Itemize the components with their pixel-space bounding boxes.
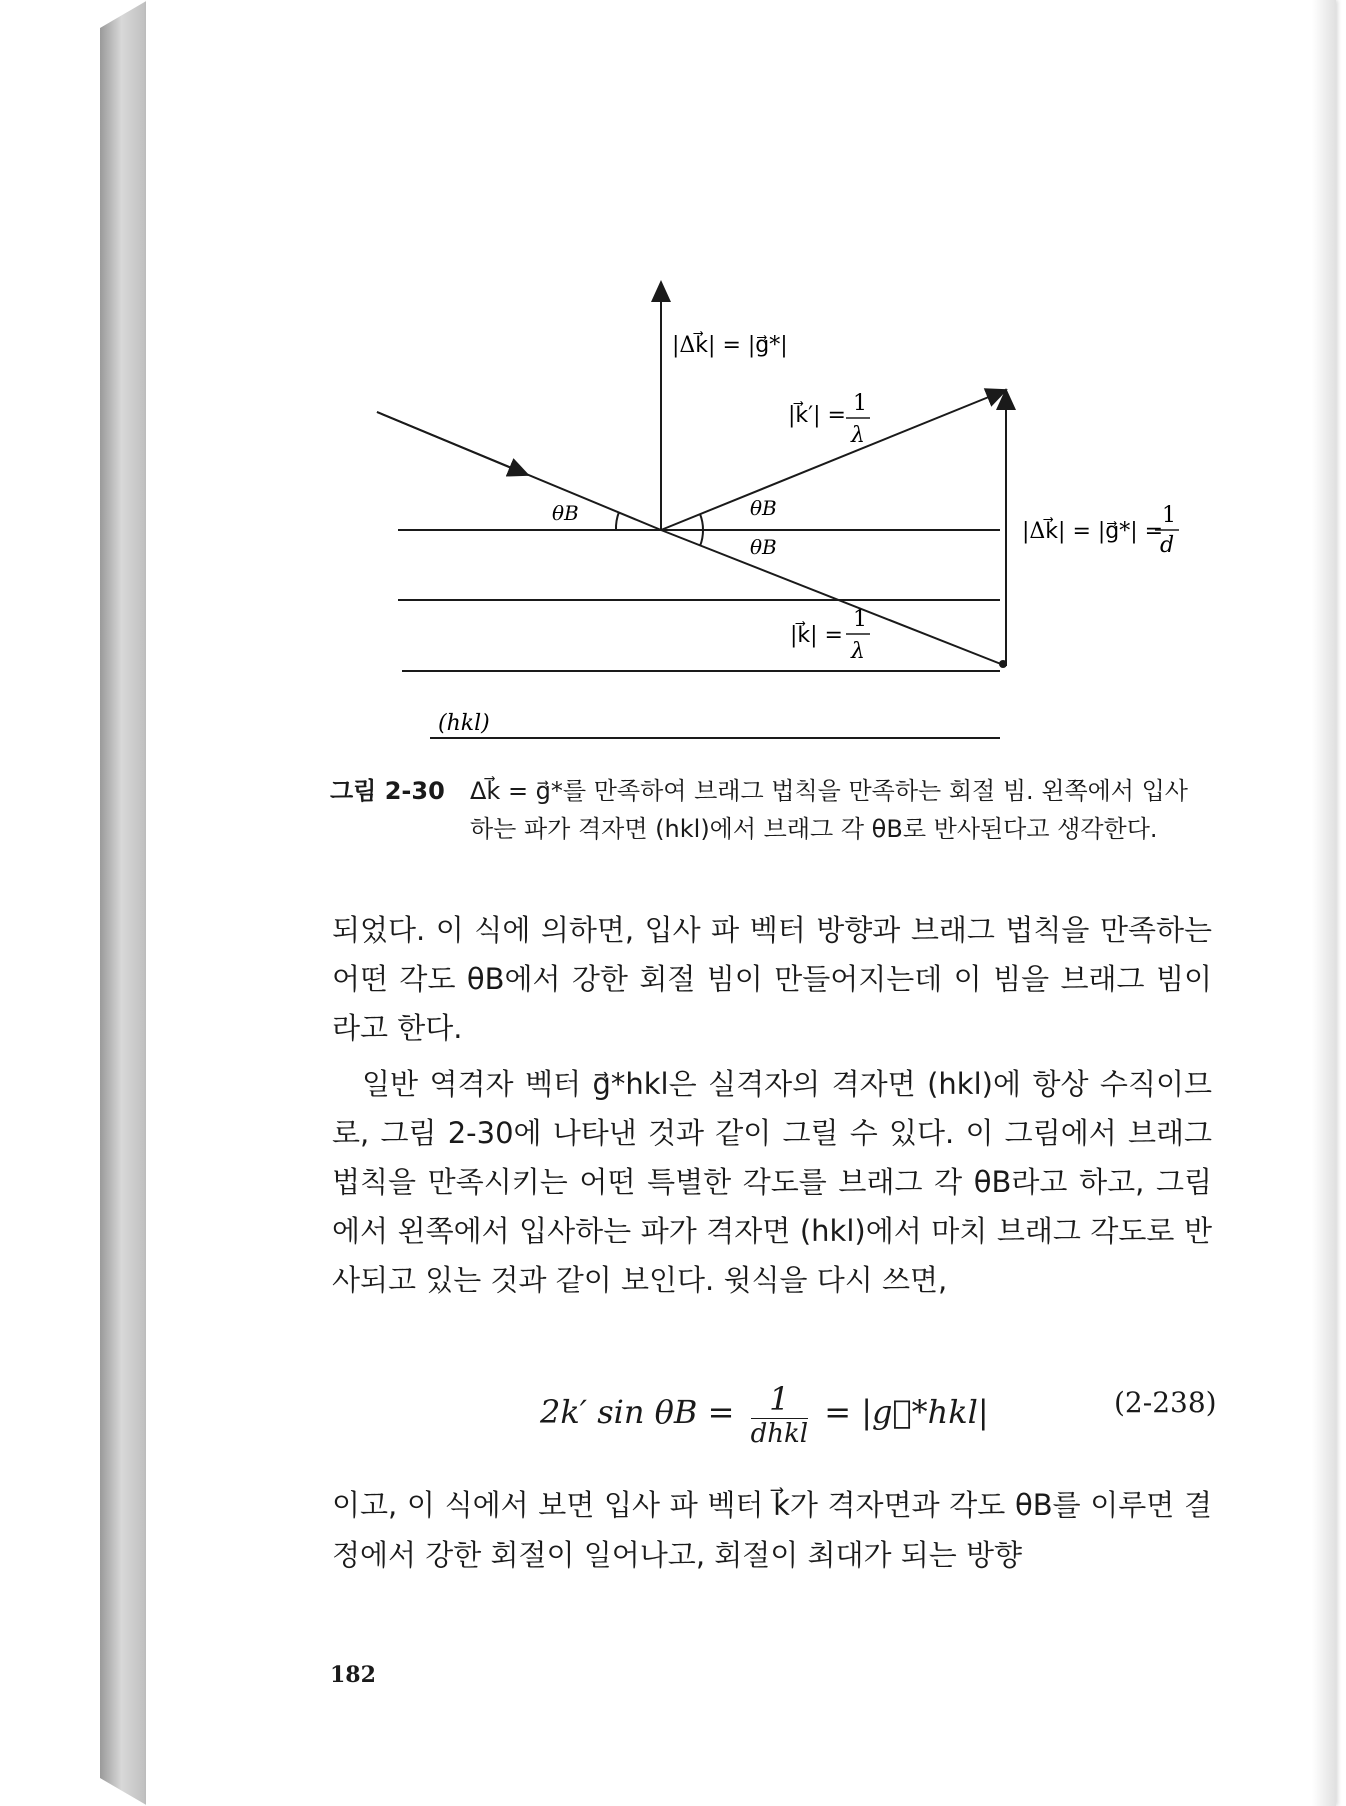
theta-right-lower: θB bbox=[750, 535, 777, 559]
equation-number: (2-238) bbox=[1114, 1386, 1217, 1419]
paragraph-3: 이고, 이 식에서 보면 입사 파 벡터 k⃗가 격자면과 각도 θB를 이루면 결정에서 강한 회절이 일어나고, 회절이 최대가 되는 방향 bbox=[332, 1488, 1212, 1572]
paragraph-2: 일반 역격자 벡터 g⃗*hkl은 실격자의 격자면 (hkl)에 항상 수직이므로, 그림 2-30에 나타낸 것과 같이 그릴 수 있다. 이 그림에서 브래그 법칙을 만족시키는 어떤 특별한 각도를 브래그 각 θB라고 하고, 그림에서 왼쪽에서 입사하는 파가 격자면 (hkl)에서 마치 브래그 각도로 반사되고 있는 것과 같이 보인다. 윗식을 다시 쓰면, bbox=[332, 1067, 1212, 1297]
figure-caption-text: Δk⃗ = g⃗*를 만족하여 브래그 법칙을 만족하는 회절 빔. 왼쪽에서 입사하는 파가 격자면 (hkl)에서 브래그 각 θB로 반사된다고 생각한다. bbox=[470, 777, 1188, 843]
theta-right-upper: θB bbox=[750, 496, 777, 520]
vertex-dot bbox=[999, 660, 1007, 668]
k-fraction-num: 1 bbox=[853, 607, 867, 632]
equation bbox=[540, 1380, 989, 1449]
k-prime-fraction-num: 1 bbox=[853, 391, 867, 416]
figure-label: 그림 2-30 bbox=[330, 777, 445, 805]
k-label: |k⃗| = bbox=[790, 623, 843, 648]
page-number: 182 bbox=[330, 1662, 376, 1688]
k-prime-fraction-den: λ bbox=[851, 423, 865, 448]
equation-frac-num: 1 bbox=[751, 1380, 808, 1419]
theta-left: θB bbox=[552, 501, 579, 525]
paragraph-1: 되었다. 이 식에 의하면, 입사 파 벡터 방향과 브래그 법칙을 만족하는 어떤 각도 θB에서 강한 회절 빔이 만들어지는데 이 빔을 브래그 빔이라고 한다. bbox=[332, 913, 1212, 1045]
right-fraction-num: 1 bbox=[1162, 503, 1176, 528]
incident-arrowhead bbox=[377, 412, 528, 475]
right-label: |Δk⃗| = |g⃗*| = bbox=[1022, 519, 1164, 544]
equation-fraction bbox=[751, 1380, 808, 1449]
k-prime-label: |k⃗′| = bbox=[788, 403, 846, 428]
figure-caption bbox=[330, 772, 1210, 848]
vertical-label: |Δk⃗| = |g⃗*| bbox=[672, 333, 788, 358]
k-fraction-den: λ bbox=[851, 639, 865, 664]
angle-arc-left bbox=[616, 512, 619, 530]
plane-label: (hkl) bbox=[438, 711, 490, 736]
equation-frac-den: dhkl bbox=[750, 1419, 809, 1449]
equation-rhs: = |g⃗*hkl| bbox=[824, 1393, 989, 1431]
right-fraction-den: d bbox=[1160, 533, 1175, 558]
equation-lhs: 2k′ sin θB = bbox=[540, 1393, 735, 1431]
